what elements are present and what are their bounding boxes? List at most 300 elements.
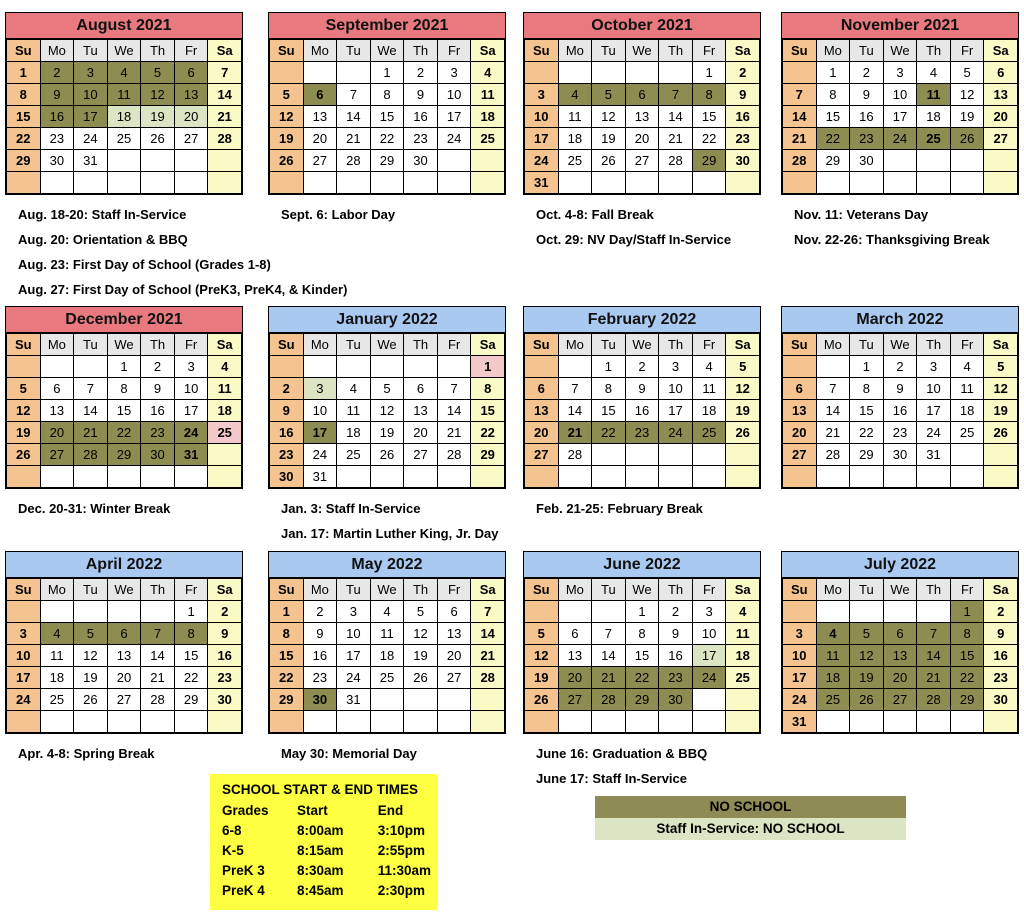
empty-cell — [692, 444, 726, 466]
date-cell: 9 — [303, 623, 337, 645]
date-cell: 19 — [850, 667, 884, 689]
empty-cell — [141, 711, 175, 733]
empty-cell — [270, 62, 304, 84]
date-cell: 5 — [950, 62, 984, 84]
date-cell: 1 — [370, 62, 404, 84]
weekday-header: Sa — [208, 40, 242, 62]
weekday-header: Tu — [74, 334, 108, 356]
date-cell: 23 — [726, 128, 760, 150]
month-title: May 2022 — [269, 552, 505, 578]
date-cell: 18 — [950, 400, 984, 422]
times-cell: 8:30am — [296, 863, 344, 878]
date-cell: 13 — [625, 106, 659, 128]
empty-cell — [917, 711, 951, 733]
empty-cell — [525, 356, 559, 378]
empty-cell — [984, 711, 1018, 733]
date-cell: 27 — [558, 689, 592, 711]
date-cell: 18 — [471, 106, 505, 128]
date-cell: 31 — [303, 466, 337, 488]
date-cell: 1 — [7, 62, 41, 84]
date-cell: 1 — [850, 356, 884, 378]
date-cell: 2 — [208, 601, 242, 623]
weekday-header: Th — [141, 40, 175, 62]
date-cell: 24 — [74, 128, 108, 150]
date-cell: 14 — [337, 106, 371, 128]
date-cell: 20 — [525, 422, 559, 444]
weekday-header: Sa — [726, 579, 760, 601]
empty-cell — [950, 466, 984, 488]
empty-cell — [783, 356, 817, 378]
weekday-header: Tu — [592, 579, 626, 601]
date-cell: 1 — [625, 601, 659, 623]
month-notes — [268, 202, 506, 227]
date-cell: 17 — [917, 400, 951, 422]
date-cell: 20 — [404, 422, 438, 444]
date-cell: 9 — [404, 84, 438, 106]
date-cell: 5 — [404, 601, 438, 623]
date-cell: 24 — [437, 128, 471, 150]
date-cell: 19 — [74, 667, 108, 689]
note-line: Aug. 20: Orientation & BBQ — [18, 232, 188, 247]
date-cell: 8 — [270, 623, 304, 645]
date-cell: 7 — [558, 378, 592, 400]
date-cell: 20 — [625, 128, 659, 150]
date-cell: 22 — [850, 422, 884, 444]
month-may-2022 — [268, 551, 506, 766]
empty-cell — [40, 711, 74, 733]
date-cell: 5 — [525, 623, 559, 645]
empty-cell — [337, 62, 371, 84]
weekday-header: Mo — [303, 579, 337, 601]
empty-cell — [850, 711, 884, 733]
date-cell: 6 — [558, 623, 592, 645]
weekday-header: Th — [404, 579, 438, 601]
empty-cell — [816, 601, 850, 623]
date-cell: 16 — [303, 645, 337, 667]
weekday-header: Th — [141, 334, 175, 356]
date-cell: 14 — [592, 645, 626, 667]
weekday-header: Su — [7, 579, 41, 601]
empty-cell — [984, 150, 1018, 172]
date-cell: 14 — [471, 623, 505, 645]
month-calendar — [268, 551, 506, 734]
empty-cell — [558, 601, 592, 623]
empty-cell — [107, 711, 141, 733]
empty-cell — [303, 356, 337, 378]
month-calendar — [523, 12, 761, 195]
date-cell: 10 — [917, 378, 951, 400]
empty-cell — [592, 601, 626, 623]
month-september-2021 — [268, 12, 506, 227]
times-cell: 3:10pm — [377, 823, 425, 838]
date-cell: 13 — [437, 623, 471, 645]
empty-cell — [625, 62, 659, 84]
empty-cell — [592, 444, 626, 466]
date-cell: 19 — [726, 400, 760, 422]
empty-cell — [984, 172, 1018, 194]
date-cell: 28 — [471, 667, 505, 689]
date-cell: 17 — [525, 128, 559, 150]
date-cell: 23 — [303, 667, 337, 689]
date-cell: 30 — [404, 150, 438, 172]
empty-cell — [726, 172, 760, 194]
note-line: Jan. 3: Staff In-Service — [281, 501, 421, 516]
month-january-2022 — [268, 306, 506, 546]
empty-cell — [850, 172, 884, 194]
date-cell: 19 — [950, 106, 984, 128]
empty-cell — [7, 356, 41, 378]
date-cell: 23 — [883, 422, 917, 444]
date-cell: 11 — [107, 84, 141, 106]
empty-cell — [883, 601, 917, 623]
note-line: Aug. 27: First Day of School (PreK3, PreK4, & Kinder) — [18, 282, 348, 297]
date-cell: 6 — [40, 378, 74, 400]
date-cell: 5 — [7, 378, 41, 400]
weekday-header: Th — [659, 579, 693, 601]
date-cell: 3 — [659, 356, 693, 378]
date-cell: 1 — [107, 356, 141, 378]
date-cell: 10 — [783, 645, 817, 667]
note-line: June 17: Staff In-Service — [536, 771, 687, 786]
date-cell: 25 — [816, 689, 850, 711]
date-cell: 24 — [659, 422, 693, 444]
date-cell: 9 — [726, 84, 760, 106]
empty-cell — [471, 172, 505, 194]
empty-cell — [74, 466, 108, 488]
weekday-header: We — [107, 40, 141, 62]
date-cell: 11 — [40, 645, 74, 667]
weekday-header: Tu — [337, 334, 371, 356]
month-title: December 2021 — [6, 307, 242, 333]
empty-cell — [625, 711, 659, 733]
date-cell: 10 — [337, 623, 371, 645]
empty-cell — [40, 172, 74, 194]
date-cell: 22 — [471, 422, 505, 444]
date-cell: 7 — [337, 84, 371, 106]
date-cell: 26 — [270, 150, 304, 172]
date-cell: 30 — [984, 689, 1018, 711]
empty-cell — [208, 150, 242, 172]
empty-cell — [783, 466, 817, 488]
date-cell: 29 — [107, 444, 141, 466]
note-line: Aug. 18-20: Staff In-Service — [18, 207, 187, 222]
month-title: July 2022 — [782, 552, 1018, 578]
empty-cell — [437, 356, 471, 378]
date-cell: 20 — [984, 106, 1018, 128]
date-cell: 28 — [74, 444, 108, 466]
empty-cell — [471, 689, 505, 711]
date-cell: 2 — [726, 62, 760, 84]
weekday-header: Th — [917, 579, 951, 601]
date-cell: 1 — [174, 601, 208, 623]
weekday-header: Su — [7, 334, 41, 356]
empty-cell — [692, 172, 726, 194]
date-cell: 9 — [984, 623, 1018, 645]
date-cell: 27 — [984, 128, 1018, 150]
date-cell: 7 — [208, 62, 242, 84]
note-line: Oct. 4-8: Fall Break — [536, 207, 654, 222]
date-cell: 19 — [141, 106, 175, 128]
date-cell: 27 — [437, 667, 471, 689]
month-calendar — [5, 306, 243, 489]
date-cell: 3 — [337, 601, 371, 623]
weekday-header: Su — [783, 579, 817, 601]
date-cell: 5 — [850, 623, 884, 645]
weekday-header: Fr — [692, 579, 726, 601]
date-cell: 23 — [850, 128, 884, 150]
weekday-header: Mo — [558, 579, 592, 601]
times-cell: PreK 4 — [222, 883, 265, 898]
empty-cell — [950, 711, 984, 733]
empty-cell — [592, 466, 626, 488]
empty-cell — [7, 172, 41, 194]
weekday-header: Fr — [692, 40, 726, 62]
date-cell: 8 — [471, 378, 505, 400]
empty-cell — [337, 172, 371, 194]
times-cell: 8:15am — [296, 843, 344, 858]
date-cell: 29 — [174, 689, 208, 711]
date-cell: 4 — [917, 62, 951, 84]
weekday-header: We — [625, 40, 659, 62]
month-calendar — [5, 12, 243, 195]
date-cell: 21 — [659, 128, 693, 150]
date-cell: 25 — [950, 422, 984, 444]
date-cell: 18 — [558, 128, 592, 150]
date-cell: 21 — [337, 128, 371, 150]
date-cell: 11 — [692, 378, 726, 400]
date-cell: 29 — [370, 150, 404, 172]
date-cell: 25 — [337, 444, 371, 466]
date-cell: 12 — [404, 623, 438, 645]
date-cell: 10 — [692, 623, 726, 645]
weekday-header: We — [883, 579, 917, 601]
date-cell: 5 — [984, 356, 1018, 378]
date-cell: 12 — [270, 106, 304, 128]
weekday-header: Th — [141, 579, 175, 601]
date-cell: 10 — [303, 400, 337, 422]
date-cell: 10 — [174, 378, 208, 400]
date-cell: 19 — [404, 645, 438, 667]
month-title: August 2021 — [6, 13, 242, 39]
date-cell: 5 — [592, 84, 626, 106]
date-cell: 13 — [525, 400, 559, 422]
date-cell: 25 — [726, 667, 760, 689]
weekday-header: Sa — [471, 334, 505, 356]
date-cell: 25 — [208, 422, 242, 444]
empty-cell — [370, 711, 404, 733]
empty-cell — [437, 689, 471, 711]
empty-cell — [303, 172, 337, 194]
date-cell: 12 — [850, 645, 884, 667]
empty-cell — [437, 711, 471, 733]
date-cell: 19 — [7, 422, 41, 444]
weekday-header: Mo — [816, 40, 850, 62]
weekday-header: Fr — [437, 334, 471, 356]
date-cell: 11 — [950, 378, 984, 400]
date-cell: 29 — [816, 150, 850, 172]
empty-cell — [107, 150, 141, 172]
weekday-header: Su — [525, 579, 559, 601]
month-december-2021 — [5, 306, 243, 521]
times-cell: 2:55pm — [377, 843, 425, 858]
date-cell: 6 — [984, 62, 1018, 84]
month-title: October 2021 — [524, 13, 760, 39]
date-cell: 21 — [208, 106, 242, 128]
date-cell: 28 — [917, 689, 951, 711]
empty-cell — [404, 356, 438, 378]
date-cell: 18 — [40, 667, 74, 689]
date-cell: 15 — [625, 645, 659, 667]
date-cell: 8 — [850, 378, 884, 400]
weekday-header: Fr — [950, 334, 984, 356]
weekday-header: Fr — [437, 579, 471, 601]
empty-cell — [625, 444, 659, 466]
date-cell: 20 — [883, 667, 917, 689]
date-cell: 14 — [783, 106, 817, 128]
date-cell: 12 — [984, 378, 1018, 400]
times-cell: 11:30am — [377, 863, 431, 878]
empty-cell — [783, 62, 817, 84]
date-cell: 11 — [816, 645, 850, 667]
date-cell: 31 — [74, 150, 108, 172]
date-cell: 14 — [558, 400, 592, 422]
date-cell: 26 — [404, 667, 438, 689]
month-calendar — [268, 12, 506, 195]
empty-cell — [659, 711, 693, 733]
date-cell: 4 — [816, 623, 850, 645]
empty-cell — [592, 172, 626, 194]
date-cell: 22 — [692, 128, 726, 150]
weekday-header: Mo — [40, 40, 74, 62]
date-cell: 17 — [883, 106, 917, 128]
empty-cell — [337, 711, 371, 733]
date-cell: 2 — [625, 356, 659, 378]
date-cell: 28 — [141, 689, 175, 711]
month-october-2021 — [523, 12, 761, 252]
date-cell: 19 — [370, 422, 404, 444]
date-cell: 30 — [270, 466, 304, 488]
date-cell: 2 — [270, 378, 304, 400]
date-cell: 29 — [950, 689, 984, 711]
date-cell: 8 — [625, 623, 659, 645]
date-cell: 31 — [917, 444, 951, 466]
empty-cell — [726, 466, 760, 488]
weekday-header: Su — [525, 40, 559, 62]
times-cell: Start — [296, 803, 328, 818]
month-notes — [5, 496, 243, 521]
weekday-header: Mo — [303, 40, 337, 62]
empty-cell — [208, 711, 242, 733]
empty-cell — [984, 466, 1018, 488]
weekday-header: Th — [404, 40, 438, 62]
month-title: March 2022 — [782, 307, 1018, 333]
date-cell: 3 — [525, 84, 559, 106]
month-title: September 2021 — [269, 13, 505, 39]
weekday-header: Fr — [437, 40, 471, 62]
empty-cell — [692, 711, 726, 733]
month-february-2022 — [523, 306, 761, 521]
date-cell: 24 — [883, 128, 917, 150]
empty-cell — [659, 172, 693, 194]
empty-cell — [816, 356, 850, 378]
date-cell: 15 — [174, 645, 208, 667]
date-cell: 8 — [370, 84, 404, 106]
date-cell: 4 — [208, 356, 242, 378]
date-cell: 27 — [783, 444, 817, 466]
weekday-header: Fr — [692, 334, 726, 356]
month-calendar — [781, 551, 1019, 734]
date-cell: 13 — [404, 400, 438, 422]
empty-cell — [726, 711, 760, 733]
date-cell: 13 — [40, 400, 74, 422]
empty-cell — [659, 466, 693, 488]
weekday-header: Tu — [592, 334, 626, 356]
date-cell: 12 — [7, 400, 41, 422]
date-cell: 18 — [107, 106, 141, 128]
weekday-header: Mo — [40, 334, 74, 356]
empty-cell — [270, 711, 304, 733]
date-cell: 22 — [107, 422, 141, 444]
date-cell: 7 — [783, 84, 817, 106]
legend-item-green: Staff In-Service: NO SCHOOL — [595, 818, 906, 840]
empty-cell — [558, 62, 592, 84]
date-cell: 3 — [917, 356, 951, 378]
date-cell: 16 — [208, 645, 242, 667]
date-cell: 17 — [337, 645, 371, 667]
weekday-header: Mo — [816, 334, 850, 356]
date-cell: 28 — [783, 150, 817, 172]
empty-cell — [816, 466, 850, 488]
empty-cell — [40, 601, 74, 623]
date-cell: 5 — [270, 84, 304, 106]
month-notes — [268, 741, 506, 766]
date-cell: 2 — [404, 62, 438, 84]
empty-cell — [404, 689, 438, 711]
note-line: Feb. 21-25: February Break — [536, 501, 703, 516]
empty-cell — [850, 466, 884, 488]
date-cell: 16 — [883, 400, 917, 422]
times-cell: Grades — [222, 803, 269, 818]
date-cell: 2 — [850, 62, 884, 84]
date-cell: 20 — [558, 667, 592, 689]
date-cell: 9 — [659, 623, 693, 645]
empty-cell — [950, 150, 984, 172]
date-cell: 31 — [337, 689, 371, 711]
date-cell: 18 — [692, 400, 726, 422]
weekday-header: Sa — [984, 40, 1018, 62]
weekday-header: Su — [270, 579, 304, 601]
date-cell: 13 — [984, 84, 1018, 106]
date-cell: 14 — [208, 84, 242, 106]
weekday-header: Sa — [726, 334, 760, 356]
date-cell: 23 — [404, 128, 438, 150]
date-cell: 22 — [950, 667, 984, 689]
date-cell: 4 — [40, 623, 74, 645]
weekday-header: Su — [525, 334, 559, 356]
month-notes — [5, 741, 243, 766]
weekday-header: Th — [404, 334, 438, 356]
date-cell: 15 — [471, 400, 505, 422]
date-cell: 18 — [337, 422, 371, 444]
weekday-header: Sa — [208, 334, 242, 356]
date-cell: 23 — [40, 128, 74, 150]
date-cell: 20 — [303, 128, 337, 150]
date-cell: 24 — [692, 667, 726, 689]
empty-cell — [816, 172, 850, 194]
date-cell: 5 — [726, 356, 760, 378]
note-line: Aug. 23: First Day of School (Grades 1-8) — [18, 257, 271, 272]
date-cell: 6 — [625, 84, 659, 106]
